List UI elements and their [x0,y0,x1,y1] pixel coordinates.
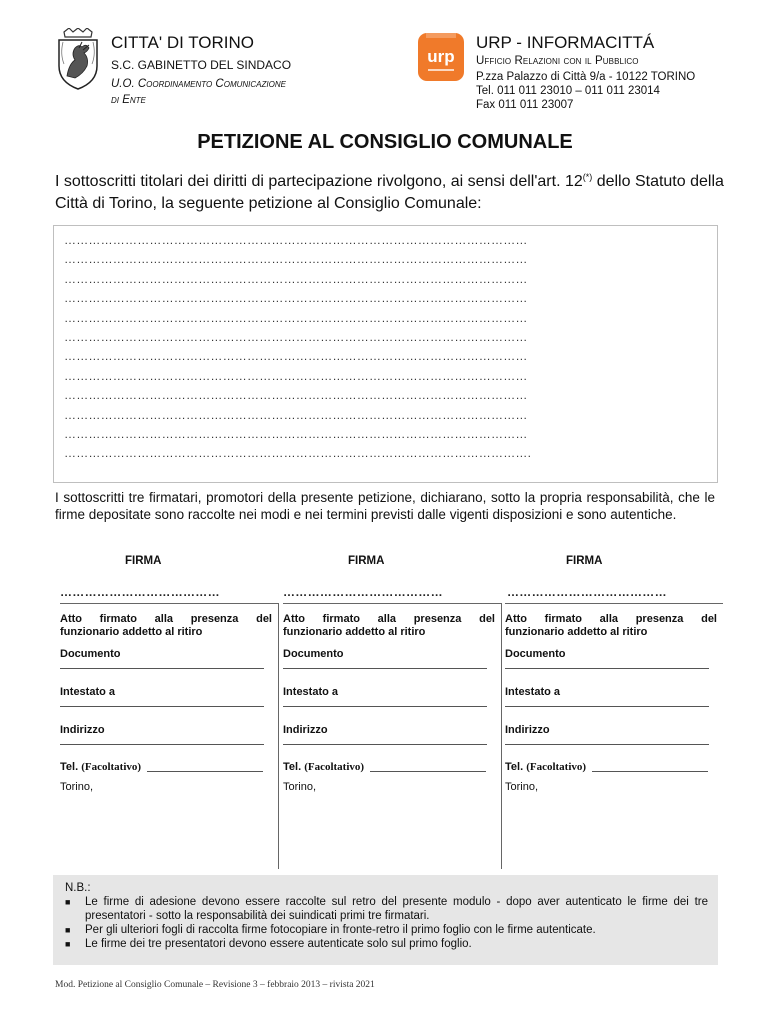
urp-address: P.zza Palazzo di Città 9/a - 10122 TORINO [476,71,696,83]
urp-fax: Fax 011 011 23007 [476,99,574,111]
petition-line: …………………………………………………………………………………………………… [64,271,528,286]
notes-list [65,895,708,951]
petition-line: …………………………………………………………………………………………………… [64,368,528,383]
square-bullet-icon: ■ [65,897,71,907]
petition-text-area[interactable] [53,225,718,483]
square-bullet-icon: ■ [65,939,71,949]
page-title: PETIZIONE AL CONSIGLIO COMUNALE [197,131,573,153]
declaration-text: I sottoscritti tre firmatari, promotori della presente petizione, dichiarano, sotto la propria responsabilità, che le firme depositate sono raccolte nei modi e nei termini previsti dalle vigenti disposizioni e sono autentiche. [55,490,715,522]
indirizzo-field[interactable] [60,744,264,745]
place-label: Torino, [505,781,539,793]
indirizzo-label: Indirizzo [283,724,328,736]
signer-block-2 [283,603,502,869]
tel-field[interactable]: Tel. (Facoltativo) [505,761,708,773]
petition-line: …………………………………………………………………………………………………… [64,407,528,422]
petition-line: …………………………………………………………………………………………………… [64,329,528,344]
intestato-field[interactable] [283,706,487,707]
documento-field[interactable] [60,668,264,669]
signature-line-1[interactable]: ………………………………… [60,585,220,599]
urp-logo-text: urp [427,47,455,66]
note-item: ■ Le firme di adesione devono essere raccolte sul retro del presente modulo - dopo aver autenticato le firme dei tre presentatori - sotto la responsabilità dei suindicati primi tre firmatari. [65,896,708,922]
urp-title: URP - INFORMACITTÁ [476,33,655,52]
atto-text: Atto firmato alla presenza del funzionario addetto al ritiro [505,613,717,638]
atto-text: Atto firmato alla presenza del funzionario addetto al ritiro [283,613,495,638]
turin-coat-of-arms-icon [55,28,101,90]
footer-revision: Mod. Petizione al Consiglio Comunale – Revisione 3 – febbraio 2013 – rivista 2021 [55,980,375,990]
petition-line: …………………………………………………………………………………………………… [64,291,528,306]
petition-line: …………………………………………………………………………………………………… [64,252,528,267]
notes-label: N.B.: [65,882,91,894]
petition-line: …………………………………………………………………………………………………… [64,233,528,247]
signature-line-2[interactable]: ………………………………… [283,585,443,599]
urp-tel: Tel. 011 011 23010 – 011 011 23014 [476,85,660,97]
petition-line: …………………………………………………………………………………………………… [64,388,528,403]
signer-block-3 [505,603,723,869]
tel-field[interactable]: Tel. (Facoltativo) [283,761,486,773]
petition-line: …………………………………………………………………………………………………… [64,349,528,364]
firma-label-1: FIRMA [125,555,162,567]
indirizzo-label: Indirizzo [505,724,550,736]
place-label: Torino, [283,781,317,793]
intro-text: I sottoscritti titolari dei diritti di partecipazione rivolgono, ai sensi dell'art. 12(*) dello Statuto della Città di Torino, la seguente petizione al Consiglio Comunale: [55,172,724,212]
firma-label-3: FIRMA [566,555,603,567]
petition-line: …………………………………………………………………………………………………… [64,310,528,325]
note-item: ■ Per gli ulteriori fogli di raccolta firme fotocopiare in fronte-retro il primo foglio con le firme autenticate. [65,924,596,936]
indirizzo-field[interactable] [283,744,487,745]
cabinet-office: S.C. GABINETTO DEL SINDACO [111,58,292,72]
communication-unit: U.O. Coordinamento Comunicazione di Ente [111,78,286,106]
square-bullet-icon: ■ [65,925,71,935]
documento-field[interactable] [505,668,709,669]
documento-label: Documento [60,648,121,660]
urp-logo-icon [416,31,466,83]
urp-contacts [476,70,695,112]
intestato-label: Intestato a [60,686,116,698]
intestato-label: Intestato a [283,686,339,698]
indirizzo-label: Indirizzo [60,724,105,736]
petition-line: ……………………………………………………………………………………………………. [64,446,532,461]
intestato-field[interactable] [60,706,264,707]
indirizzo-field[interactable] [505,744,709,745]
documento-field[interactable] [283,668,487,669]
signature-line-3[interactable]: ………………………………… [507,585,667,599]
petition-line: …………………………………………………………………………………………………… [64,426,528,441]
place-label: Torino, [60,781,94,793]
intestato-field[interactable] [505,706,709,707]
signer-block-1 [60,603,279,869]
notes-box [53,875,718,965]
tel-field[interactable]: Tel. (Facoltativo) [60,761,263,773]
firma-label-2: FIRMA [348,555,385,567]
urp-office: Ufficio Relazioni con il Pubblico [476,55,639,67]
documento-label: Documento [283,648,344,660]
documento-label: Documento [505,648,566,660]
note-item: ■ Le firme dei tre presentatori devono essere autenticate solo sul primo foglio. [65,938,472,950]
atto-text: Atto firmato alla presenza del funzionario addetto al ritiro [60,613,272,638]
city-title: CITTA' DI TORINO [111,33,255,52]
intestato-label: Intestato a [505,686,561,698]
